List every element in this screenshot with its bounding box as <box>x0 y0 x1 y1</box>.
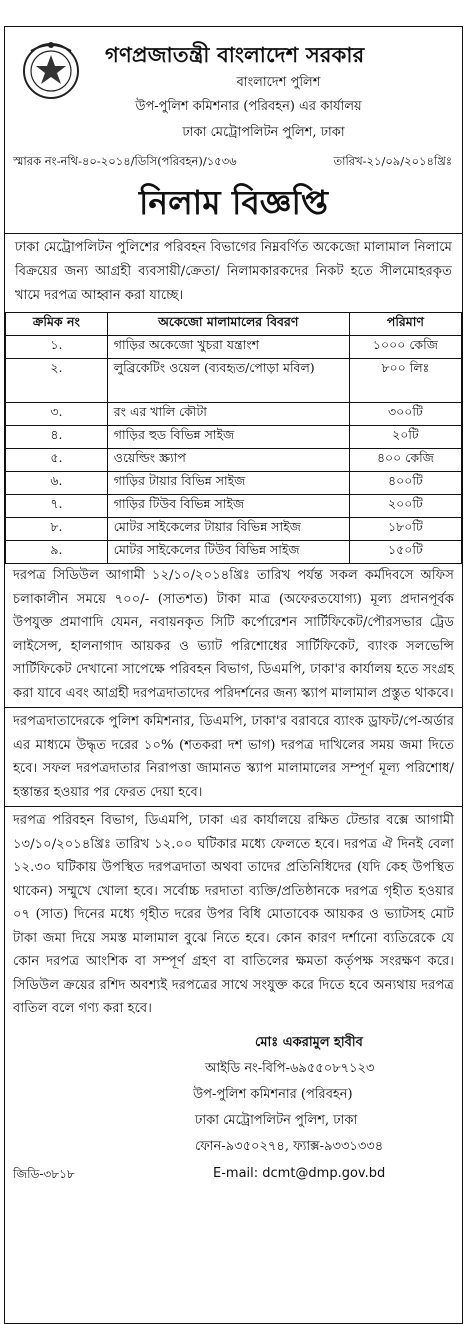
notice-header <box>5 27 462 149</box>
table-header-row <box>6 313 462 336</box>
notice-title: নিলাম বিজ্ঞপ্তি <box>138 183 329 222</box>
row-serial: ৬. <box>6 472 108 495</box>
contact-email: E-mail: dcmt@dmp.gov.bd <box>213 1165 386 1181</box>
row-item: লুব্রিকেটিং ওয়েল (ব্যবহৃত/পোড়া মবিল) <box>107 359 349 403</box>
row-item: মোটর সাইকেলের টায়ার বিভিন্ন সাইজ <box>107 518 349 541</box>
table-row <box>6 336 462 359</box>
row-quantity: ১৫০টি <box>349 541 461 564</box>
signatory-id: আইডি নং-বিপি-৬৯৫৫০৮৭১২৩ <box>205 1060 375 1076</box>
row-item: মোটর সাইকেলের টিউব বিভিন্ন সাইজ <box>107 541 349 564</box>
office-name: উপ-পুলিশ কমিশনার (পরিবহন) এর কার্যালয় <box>135 99 362 114</box>
row-quantity: ১৮০টি <box>349 518 461 541</box>
deposit-paragraph: দরপত্রদাতাদেরকে পুলিশ কমিশনার, ডিএমপি, ঢাকা'র বরাবরে ব্যাংক ড্রাফট/পে-অর্ডার এর মাধ্যমে উদ্ধৃত দরের ১০% (শতকরা দশ ভাগ) দরপত্র দাখিলের সময় জমা দিতে হবে। সফল দরপত্রদাতার নিরাপত্তা জামানত স্ক্যাপ মালামালের সম্পূর্ণ মূল্য পরিশোধ/হস্তান্তর হওয়ার পর ফেরত দেয়া হবে। <box>13 714 454 800</box>
row-item: গাড়ির অকেজো খুচরা যন্ত্রাংশ <box>107 336 349 359</box>
row-serial: ৩. <box>6 403 108 426</box>
items-table <box>5 312 462 564</box>
row-serial: ৮. <box>6 518 108 541</box>
row-quantity: ৮০০ লিঃ <box>349 359 461 403</box>
table-row <box>6 359 462 403</box>
organization-name: ঢাকা মেট্রোপলিটন পুলিশ, ঢাকা <box>182 125 345 140</box>
row-serial: ৫. <box>6 449 108 472</box>
signatory-designation: উপ-পুলিশ কমিশনার (পরিবহন) <box>193 1086 353 1102</box>
table-row <box>6 449 462 472</box>
signature-block <box>5 1021 462 1191</box>
row-quantity: ৪০০টি <box>349 472 461 495</box>
row-quantity: ২০০টি <box>349 495 461 518</box>
row-quantity: ১০০০ কেজি <box>349 336 461 359</box>
row-serial: ২. <box>6 359 108 403</box>
notice-sheet <box>4 26 463 1324</box>
row-serial: ১. <box>6 336 108 359</box>
row-item: ওয়েল্ডিং স্ক্র্যাপ <box>107 449 349 472</box>
header-quantity: পরিমাণ <box>349 313 461 336</box>
table-row <box>6 472 462 495</box>
header-serial: ক্রমিক নং <box>6 313 108 336</box>
row-quantity: ২০টি <box>349 426 461 449</box>
row-item: গাড়ির হুড বিভিন্ন সাইজ <box>107 426 349 449</box>
row-quantity: ৪০০ কেজি <box>349 449 461 472</box>
memo-date: তারিখ-২১/০৯/২০১৪খ্রিঃ <box>333 154 452 168</box>
row-item: গাড়ির টায়ার বিভিন্ন সাইজ <box>107 472 349 495</box>
table-row <box>6 403 462 426</box>
divider <box>5 707 462 708</box>
row-serial: ৯. <box>6 541 108 564</box>
table-row <box>6 518 462 541</box>
police-emblem-icon <box>21 39 81 101</box>
submission-paragraph: দরপত্র পরিবহন বিভাগ, ডিএমপি, ঢাকা এর কার্যালয়ে রক্ষিত টেন্ডার বক্সে আগামী ১৩/১০/২০১৪খ্রিঃ তারিখ ১২.০০ ঘটিকার মধ্যে ফেলতে হবে। দরপত্র ঐ দিনই বেলা ১২.৩০ ঘটিকায় উপস্থিত দরপত্রদাতা অথবা তাদের প্রতিনিধিদের (যদি কেহ উপস্থিত থাকেন) সম্মুখে খোলা হবে। সর্বোচ্চ দরদাতা ব্যক্তি/প্রতিষ্ঠানকে দরপত্র গৃহীত হওয়ার ০৭ (সাত) দিনের মধ্যে গৃহীত দরের উপর বিধি মোতাবেক আয়কর ও ভ্যাটসহ মোট টাকা জমা দিয়ে সমস্ত মালামাল বুঝে নিতে হবে। কোন কারণ দর্শানো ব্যতিরেকে যে কোন দরপত্র আংশিক বা সম্পূর্ণ গ্রহণ বা বাতিলের ক্ষমতা কর্তৃপক্ষ সংরক্ষণ করে। সিডিউল ক্রয়ের রশিদ অবশ্যই দরপত্রের সাথে সংযুক্ত করে দিতে হবে অন্যথায় দরপত্র বাতিল বলে গণ্য করা হবে। <box>13 813 454 1016</box>
row-serial: ৪. <box>6 426 108 449</box>
row-quantity: ৩০০টি <box>349 403 461 426</box>
divider <box>5 233 462 234</box>
row-item: গাড়ির টিউব বিভিন্ন সাইজ <box>107 495 349 518</box>
intro-paragraph: ঢাকা মেট্রোপলিটন পুলিশের পরিবহন বিভাগের নিম্নবর্ণিত অকেজো মালামাল নিলামে বিক্রয়ের জন্য আগ্রহী ব্যবসায়ী/ক্রেতা/ নিলামকারকদের নিকট হতে সীলমোহরকৃত খামে দরপত্র আহ্বান করা যাচ্ছে। <box>15 240 452 303</box>
table-row <box>6 541 462 564</box>
department-name: বাংলাদেশ পুলিশ <box>236 75 321 90</box>
signatory-name: মোঃ একরামুল হাবীব <box>255 1034 363 1050</box>
divider <box>5 806 462 807</box>
schedule-paragraph: দরপত্র সিডিউল আগামী ১২/১০/২০১৪খ্রিঃ তারিখ পর্যন্ত সকল কর্মদিবসে অফিস চলাকালীন সময়ে ৭০০/- (সাতশত) টাকা মাত্র (অফেরতযোগ্য) মূল্য প্রদানপূর্বক উপযুক্ত প্রমাণাদি যেমন, নবায়নকৃত সিটি কর্পোরেশন সার্টিফিকেট/পৌরসভার ট্রেড লাইসেন্স, হালনাগাদ আয়কর ও ভ্যাট পরিশোধের সার্টিফিকেট, ব্যাংক সলভেন্সি সার্টিফিকেট দেখানো সাপেক্ষে পরিবহন বিভাগ, ডিএমপি, ঢাকা'র কার্যালয় হতে সংগ্রহ করা যাবে এবং আগ্রহী দরপত্রদাতাদের পরিদর্শনের জন্য স্ক্যাপ মালামাল প্রস্তুত থাকবে। <box>13 568 454 701</box>
table-row <box>6 426 462 449</box>
gd-code: জিডি-৩৮১৮ <box>13 1166 75 1181</box>
signatory-organization: ঢাকা মেট্রোপলিটন পুলিশ, ঢাকা <box>195 1112 358 1128</box>
header-description: অকেজো মালামালের বিবরণ <box>107 313 349 336</box>
table-row <box>6 495 462 518</box>
memo-reference: স্মারক নং-নথি-৪০-২০১৪/ডিসি(পরিবহন)/১৫৩৬ <box>13 154 237 168</box>
row-item: রং এর খালি কৌটা <box>107 403 349 426</box>
government-title: গণপ্রজাতন্ত্রী বাংলাদেশ সরকার <box>105 43 365 67</box>
contact-phone: ফোন-৯৩৫০২৭৪, ফ্যাক্স-৯৩৩১৩৩৪ <box>195 1138 384 1154</box>
memo-line <box>5 149 462 175</box>
row-serial: ৭. <box>6 495 108 518</box>
